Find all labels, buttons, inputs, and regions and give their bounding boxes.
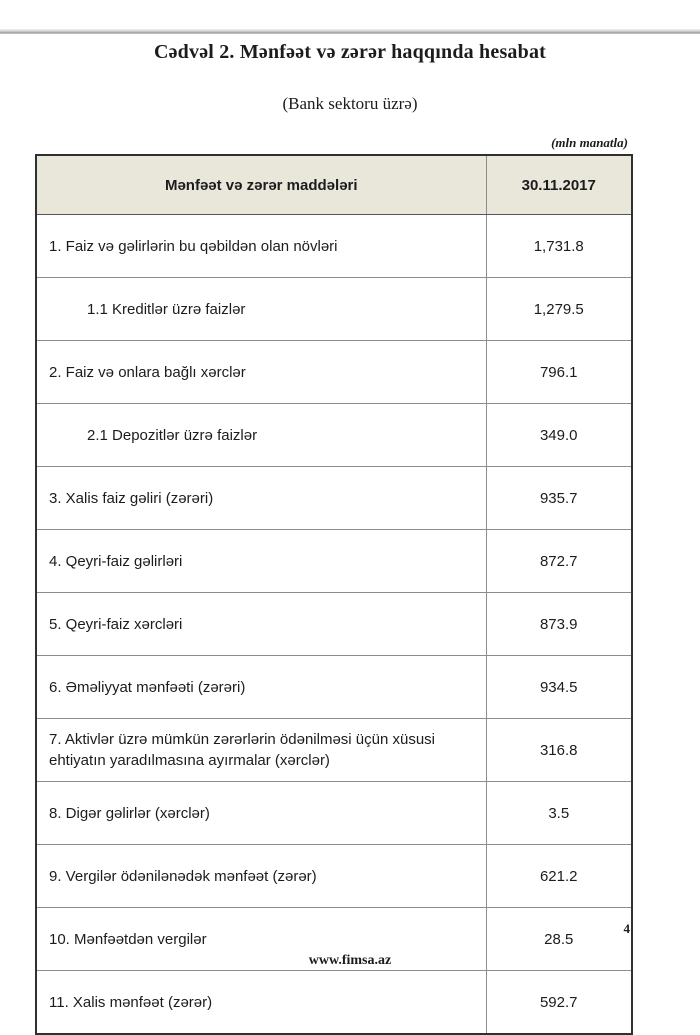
table-row xyxy=(36,719,632,782)
row-value: 1,731.8 xyxy=(486,215,632,278)
row-label: 11. Xalis mənfəət (zərər) xyxy=(36,971,486,1035)
page-title: Cədvəl 2. Mənfəət və zərər haqqında hesabat xyxy=(153,41,547,63)
row-value: 872.7 xyxy=(486,530,632,593)
report-table xyxy=(35,154,633,1035)
row-label: 2. Faiz və onlara bağlı xərclər xyxy=(36,341,486,404)
row-value: 796.1 xyxy=(486,341,632,404)
row-label: 3. Xalis faiz gəliri (zərəri) xyxy=(36,467,486,530)
table-row xyxy=(36,971,632,1035)
table-row xyxy=(36,404,632,467)
table-row xyxy=(36,215,632,278)
row-label: 4. Qeyri-faiz gəlirləri xyxy=(36,530,486,593)
table-row xyxy=(36,278,632,341)
table-row xyxy=(36,782,632,845)
row-label: 10. Mənfəətdən vergilər xyxy=(36,908,486,971)
column-header-date: 30.11.2017 xyxy=(486,155,632,215)
page-subtitle: (Bank sektoru üzrə) xyxy=(282,94,418,113)
unit-note: (mln manatla) xyxy=(551,135,628,150)
table-row xyxy=(36,341,632,404)
row-label: 1. Faiz və gəlirlərin bu qəbildən olan növləri xyxy=(36,215,486,278)
page-number: 4 xyxy=(623,921,630,936)
row-label: 2.1 Depozitlər üzrə faizlər xyxy=(36,404,486,467)
row-value: 873.9 xyxy=(486,593,632,656)
row-value: 621.2 xyxy=(486,845,632,908)
row-value: 3.5 xyxy=(486,782,632,845)
row-value: 28.5 xyxy=(486,908,632,971)
table-row xyxy=(36,845,632,908)
row-label: 8. Digər gəlirlər (xərclər) xyxy=(36,782,486,845)
row-value: 1,279.5 xyxy=(486,278,632,341)
row-value: 349.0 xyxy=(486,404,632,467)
top-divider xyxy=(0,29,700,34)
row-value: 935.7 xyxy=(486,467,632,530)
table-header-row xyxy=(36,155,632,215)
row-label: 5. Qeyri-faiz xərcləri xyxy=(36,593,486,656)
report-table-body xyxy=(36,215,632,1035)
row-value: 592.7 xyxy=(486,971,632,1035)
row-label: 7. Aktivlər üzrə mümkün zərərlərin ödənilməsi üçün xüsusi ehtiyatın yaradılmasına ayırmalar (xərclər) xyxy=(36,719,486,782)
table-row xyxy=(36,467,632,530)
footer-site-url: www.fimsa.az xyxy=(308,953,392,968)
column-header-items: Mənfəət və zərər maddələri xyxy=(36,155,486,215)
table-row xyxy=(36,593,632,656)
row-value: 316.8 xyxy=(486,719,632,782)
row-label: 9. Vergilər ödənilənədək mənfəət (zərər) xyxy=(36,845,486,908)
row-label: 1.1 Kreditlər üzrə faizlər xyxy=(36,278,486,341)
table-row xyxy=(36,530,632,593)
row-value: 934.5 xyxy=(486,656,632,719)
row-label: 6. Əməliyyat mənfəəti (zərəri) xyxy=(36,656,486,719)
table-row xyxy=(36,656,632,719)
